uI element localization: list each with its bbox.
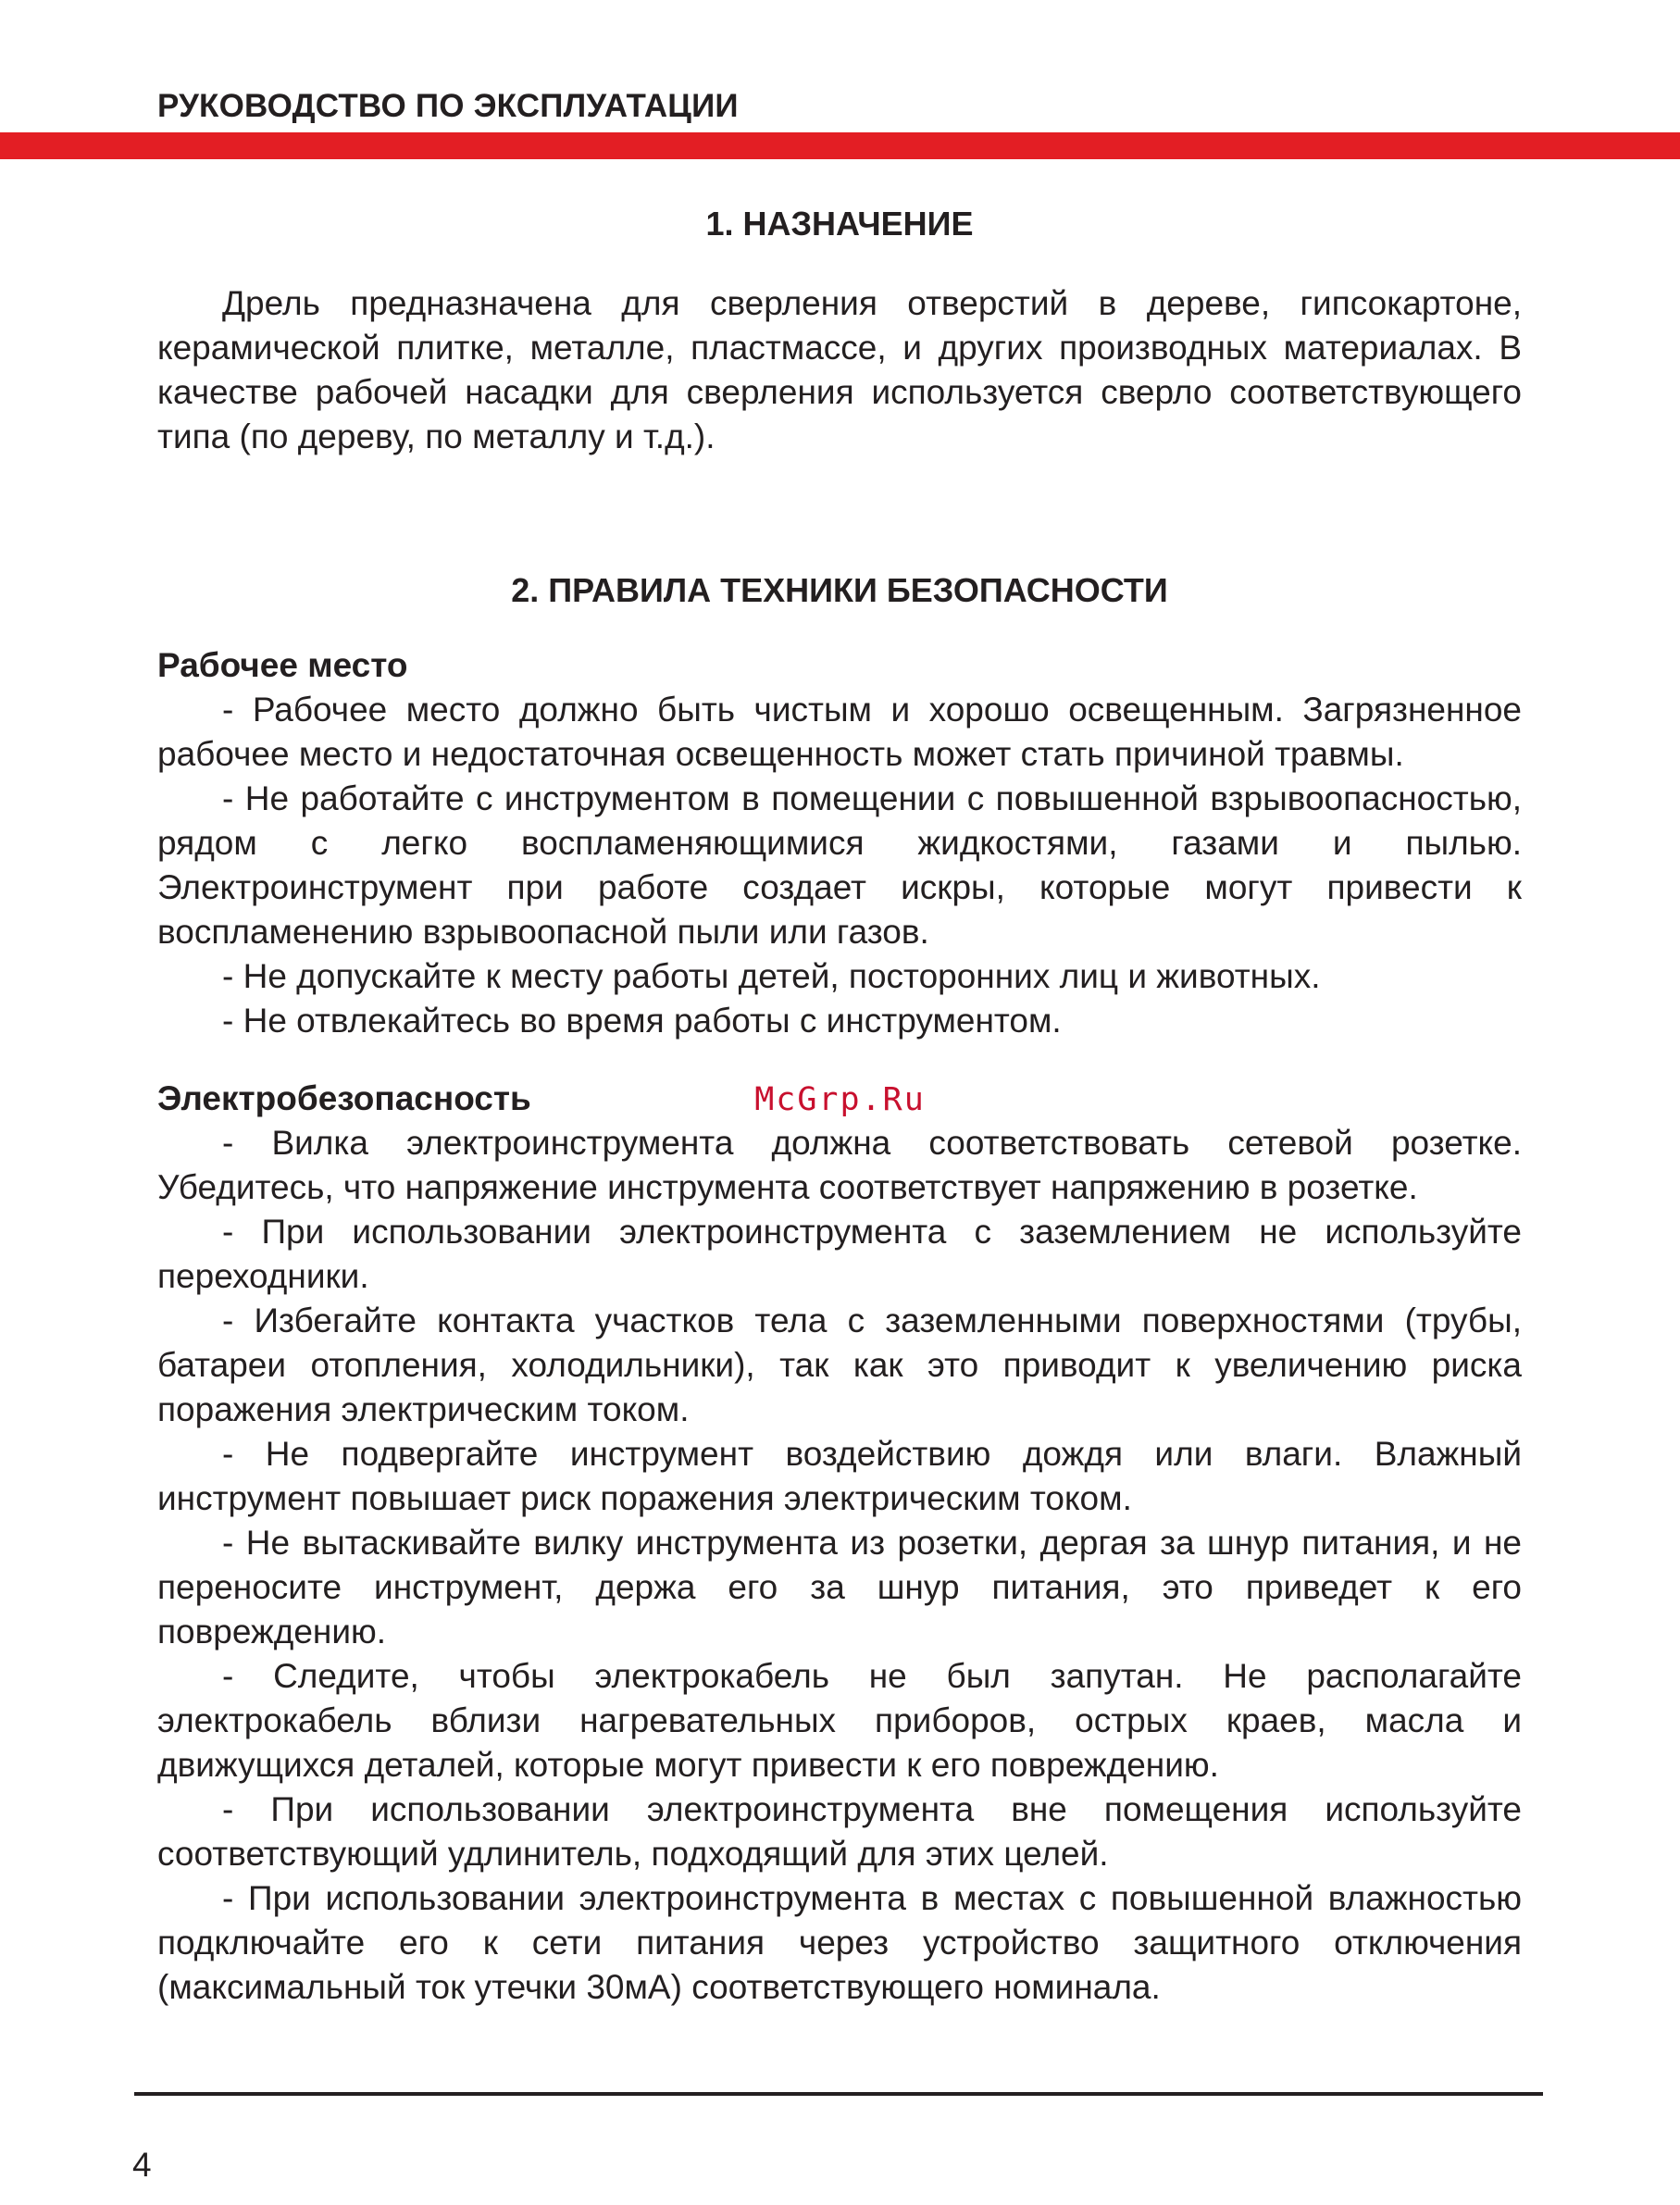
section-1-title: 1. НАЗНАЧЕНИЕ [705, 205, 974, 243]
workplace-item: - Рабочее место должно быть чистым и хорошо освещенным. Загрязненное рабочее место и недостаточная освещенность может стать причиной травмы. [157, 691, 1522, 773]
running-header: РУКОВОДСТВО ПО ЭКСПЛУАТАЦИИ [157, 88, 739, 124]
electrical-item: - При использовании электроинструмента вне помещения используйте соответствующий удлинитель, подходящий для этих целей. [157, 1790, 1522, 1873]
electrical-item: - Не вытаскивайте вилку инструмента из розетки, дергая за шнур питания, и не переносите инструмент, держа его за шнур питания, это приведет к его повреждению. [157, 1524, 1522, 1651]
electrical-item: - При использовании электроинструмента с заземлением не используйте переходники. [157, 1213, 1522, 1295]
electrical-safety-heading: Электробезопасность [157, 1079, 531, 1117]
electrical-item: - Не подвергайте инструмент воздействию дождя или влаги. Влажный инструмент повышает риск поражения электрическим током. [157, 1435, 1522, 1517]
electrical-item: - Вилка электроинструмента должна соответствовать сетевой розетке. Убедитесь, что напряжение инструмента соответствует напряжению в розетке. [157, 1124, 1522, 1206]
section-2-title: 2. ПРАВИЛА ТЕХНИКИ БЕЗОПАСНОСТИ [511, 571, 1168, 609]
section-1-body: Дрель предназначена для сверления отверстий в дереве, гипсокартоне, керамической плитке, металле, пластмассе, и других производных материалах. В качестве рабочей насадки для сверления используется сверло соответствующего типа (по дереву, по металлу и т.д.). [157, 284, 1522, 455]
workplace-item: - Не допускайте к месту работы детей, посторонних лиц и животных. [222, 957, 1321, 995]
workplace-item: - Не работайте с инструментом в помещении с повышенной взрывоопасностью, рядом с легко воспламеняющимися жидкостями, газами и пылью. Электроинструмент при работе создает искры, которые могут привести к воспламенению взрывоопасной пыли или газов. [157, 779, 1522, 951]
electrical-item: - Следите, чтобы электрокабель не был запутан. Не располагайте электрокабель вблизи нагревательных приборов, острых краев, масла и движущихся деталей, которые могут привести к его повреждению. [157, 1657, 1522, 1784]
electrical-item: - Избегайте контакта участков тела с заземленными поверхностями (трубы, батареи отопления, холодильники), так как это приводит к увеличению риска поражения электрическим током. [157, 1302, 1522, 1428]
workplace-item: - Не отвлекайтесь во время работы с инструментом. [222, 1002, 1062, 1040]
electrical-item: - При использовании электроинструмента в местах с повышенной влажностью подключайте его к сети питания через устройство защитного отключения (максимальный ток утечки 30мА) соответствующего номинала. [157, 1879, 1522, 2006]
watermark: McGrp.Ru [754, 1081, 926, 1118]
header-band [0, 132, 1680, 159]
page-number: 4 [132, 2146, 152, 2184]
workplace-heading: Рабочее место [157, 646, 408, 684]
footer-rule [134, 2092, 1543, 2096]
